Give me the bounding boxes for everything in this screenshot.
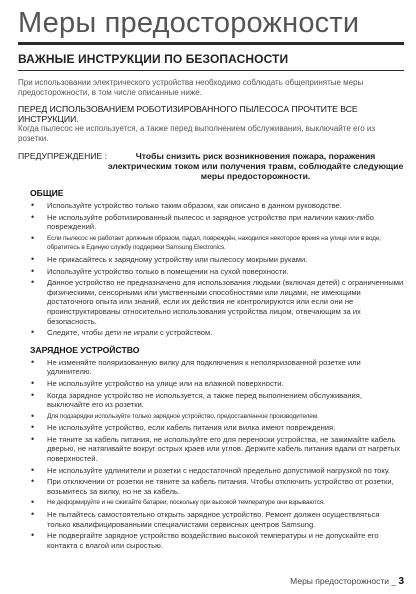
warning-text: Чтобы снизить риск возникновения пожара, поражения электрическим током или получения травм, соблюдайте следующие меры предосторожности. xyxy=(107,151,404,181)
intro-text: При использовании электрического устройства необходимо соблюдать общепринятые меры предосторожности, в том числе описанные ниже. xyxy=(18,78,364,97)
list-item: • При отключении от розетки не тяните за кабель питания. Чтобы отключить устройство от розетки, возьмитесь за вилку, но не за кабель. xyxy=(30,477,404,496)
list-item: • Когда зарядное устройство не используется, а также перед выполнением обслуживания, выключайте его из розетки. xyxy=(30,391,404,410)
list-item: • Не изменяйте поляризованную вилку для подключения к неполяризованной розетке или удлинителю. xyxy=(30,358,404,377)
robot-instructions-text: Когда пылесос не используется, а также перед выполнением обслуживания, выключайте его из розетки. xyxy=(18,124,376,143)
section-divider xyxy=(18,70,404,71)
page-title: Меры предосторожности xyxy=(18,7,360,39)
footer-label: Меры предосторожности _ xyxy=(290,576,397,586)
robot-instructions-heading: ПЕРЕД ИСПОЛЬЗОВАНИЕМ РОБОТИЗИРОВАННОГО ПЫЛЕСОСА ПРОЧТИТЕ ВСЕ ИНСТРУКЦИИ. xyxy=(18,104,358,124)
warning-label: ПРЕДУПРЕЖДЕНИЕ : xyxy=(18,151,108,161)
list-item: • Используйте устройство только таким образом, как описано в данном руководстве. xyxy=(30,201,404,211)
page xyxy=(18,0,404,552)
list-item: • Не прикасайтесь к зарядному устройству или пылесосу мокрыми руками. xyxy=(30,255,404,265)
list-item: • Для подзарядки используйте только зарядное устройство, предоставленное производителем. xyxy=(30,412,404,422)
charger-heading: ЗАРЯДНОЕ УСТРОЙСТВО xyxy=(30,344,140,355)
warning-block xyxy=(18,151,404,181)
list-item: • Не пытайтесь самостоятельно открыть зарядное устройство. Ремонт должен осуществляться только квалифицированными специалистами сервисных центров Samsung. xyxy=(30,510,404,529)
list-item: • Используйте устройство только в помещении на сухой поверхности. xyxy=(30,267,404,277)
list-item: • Не используйте устройство на улице или на влажной поверхности. xyxy=(30,379,404,389)
general-list xyxy=(30,201,404,338)
list-item: • Следите, чтобы дети не играли с устройством. xyxy=(30,328,404,338)
list-item: • Не используйте удлинители и розетки с недостаточной предельно допустимой нагрузкой по току. xyxy=(30,466,404,476)
list-item: • Не используйте роботизированный пылесос и зарядное устройство при наличии каких-либо повреждений. xyxy=(30,213,404,232)
list-item: • Данное устройство не предназначено для использования людьми (включая детей) с ограниченными физическими, сенсорными или умственными способностями или лицами, не имеющими достаточного опыта или знаний, если их действия не контролируются или если они не проинструктированы относительно использования устройства лицом, отвечающим за их безопасность. xyxy=(30,278,404,326)
list-item: • Не используйте устройство, если кабель питания или вилка имеют повреждения. xyxy=(30,423,404,433)
charger-list xyxy=(30,358,404,551)
section-title: ВАЖНЫЕ ИНСТРУКЦИИ ПО БЕЗОПАСНОСТИ xyxy=(18,52,289,66)
title-divider xyxy=(18,42,404,45)
page-footer xyxy=(290,576,404,587)
list-item: • Если пылесос не работает должным образом, падал, повреждён, находился некоторое время на улице или в воде, обратитесь в Единую службу поддержки Samsung Electronics. xyxy=(30,234,404,253)
list-item: • Не подвергайте зарядное устройство воздействию высокой температуры и не допускайте его контакта с влагой или сыростью. xyxy=(30,531,404,550)
list-item: • Не тяните за кабель питания, не используйте его для переноски устройства, не зажимайте кабель дверью, не натягивайте вокруг острых краев или углов. Держите кабель питания вдали от нагретых поверхностей. xyxy=(30,435,404,464)
general-heading: ОБЩИЕ xyxy=(30,188,64,198)
list-item: • Не деформируйте и не сжигайте батареи, поскольку при высокой температуре они взрываются. xyxy=(30,498,404,508)
page-number: 3 xyxy=(398,576,404,587)
